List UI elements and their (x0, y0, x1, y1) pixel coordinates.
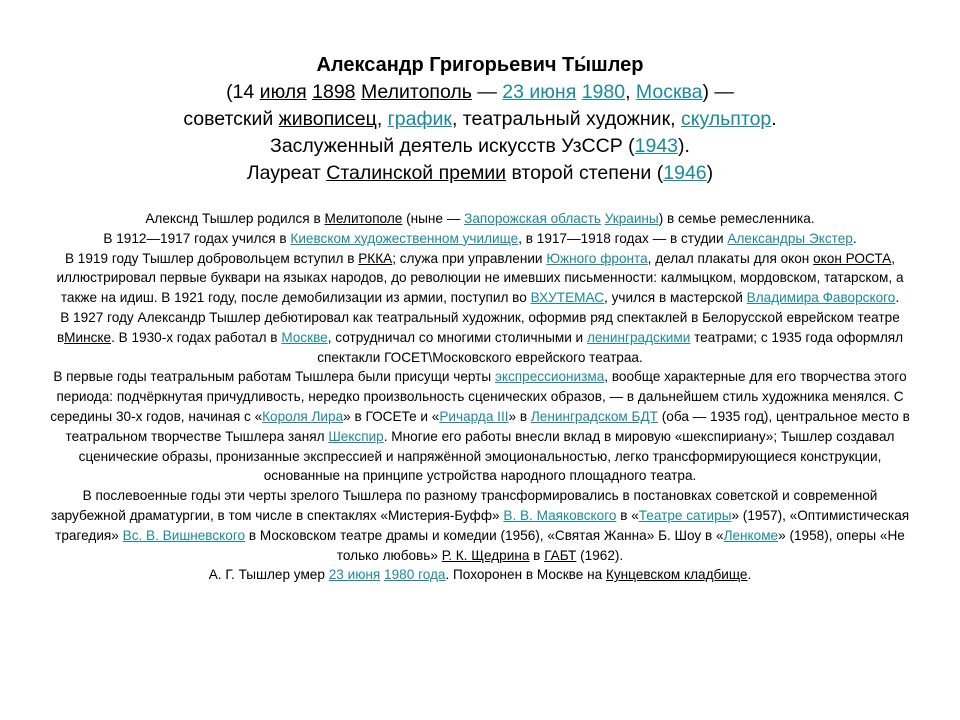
text: В 1912—1917 годах учился в (103, 230, 287, 246)
text: ; служа при управлении (392, 250, 543, 266)
text: В 1927 году Александр Тышлер дебютировал как театральный художник, оформив ряд спектаклей в Белорусской еврейском театре в (56, 309, 900, 345)
link-23-june-2[interactable]: 23 июня (328, 567, 381, 583)
link-satire-theatre[interactable]: Театре сатиры (638, 507, 732, 523)
text: В первые годы театральным работам Тышлера были присущи черты (53, 369, 492, 385)
link-southern-front[interactable]: Южного фронта (546, 250, 648, 266)
link-1946[interactable]: 1946 (663, 162, 707, 184)
bio-paragraph-1 (50, 209, 910, 229)
link-1980[interactable]: 1980 (581, 81, 626, 103)
link-kuntsevo-cemetery[interactable]: Кунцевском кладбище (605, 567, 748, 583)
link-moscow-2[interactable]: Москве (281, 329, 328, 345)
link-exter[interactable]: Александры Экстер (727, 230, 853, 246)
link-vhutemas[interactable]: ВХУТЕМАС (530, 290, 605, 306)
link-1943[interactable]: 1943 (634, 135, 679, 157)
text: (14 (226, 81, 255, 103)
text: , иллюстрировал первые буквари на языках народов, до революции не имевших письменности: калмыцком, мордовском, татарском, а также на идиш. В 1921 году, после демобилизации из армии, поступил во (56, 250, 904, 306)
text: . (771, 108, 777, 130)
link-favorsky[interactable]: Владимира Фаворского (746, 290, 896, 306)
text: В 1919 году Тышлер добровольцем вступил в (64, 250, 355, 266)
text: (ныне — (406, 211, 461, 226)
text: Заслуженный деятель искусств УзССР ( (270, 135, 635, 157)
text: ) в семье ремесленника. (658, 211, 815, 226)
text: Алекснд Тышлер родился в (145, 211, 321, 226)
header-prize-line (0, 160, 960, 187)
text: , сотрудничал со многими столичными и (327, 329, 584, 345)
text: ) (706, 162, 714, 184)
text: В послевоенные годы эти черты зрелого Тышлера по разному трансформировались в постановках советской и современной зарубежной драматургии, в том числе в спектаклях «Мистерия-Буфф» (50, 488, 878, 523)
link-rkka[interactable]: РККА (358, 250, 393, 266)
text: в Московском театре драмы и комедии (1956), «Святая Жанна» Б. Шоу в « (248, 527, 724, 543)
link-zaporozhye-oblast[interactable]: Запорожская область (464, 211, 601, 226)
text: А. Г. Тышлер умер (208, 567, 325, 583)
text: ). (678, 135, 690, 157)
text: . (895, 290, 900, 306)
link-leningrad[interactable]: ленинградскими (586, 329, 691, 345)
link-gabt[interactable]: ГАБТ (544, 547, 577, 563)
text: , театральный художник, (451, 108, 676, 130)
bio-paragraph-5 (50, 367, 910, 486)
text: » в (508, 408, 528, 424)
text: . Многие его работы внесли вклад в мировую «шекспириану»; Тышлер создавал сценические образы, пронизанные экспрессией и напряжённой эмоциональностью, легко трансформирующиеся конструкции, основанные на принципе устройства народного площадного театра. (78, 428, 895, 484)
link-23-june[interactable]: 23 июня (502, 81, 577, 103)
link-leningrad-bdt[interactable]: Ленинградском БДТ (530, 408, 658, 424)
link-expressionism[interactable]: экспрессионизма (494, 369, 605, 385)
text: в (533, 547, 541, 563)
link-1980-year[interactable]: 1980 года (384, 567, 446, 583)
link-king-lear[interactable]: Короля Лира (262, 408, 344, 424)
bio-paragraph-6 (50, 486, 910, 565)
header-occupation-line: советский живописец, график, театральный художник, скульптор. (183, 108, 777, 130)
link-rosta[interactable]: окон РОСТА (813, 250, 892, 266)
link-graphic[interactable]: график (387, 108, 452, 130)
text: , делал плакаты для окон (647, 250, 810, 266)
text: , вообще характерные для его творчества этого периода: подчёркнутая причудливость, нередко произвольность сценических образов, — в дальнейшем стиль художника менялся. С середины 30-х годов, начиная с « (50, 369, 907, 424)
link-moscow[interactable]: Москва (635, 81, 703, 103)
link-melitopol-2[interactable]: Мелитополе (324, 211, 403, 226)
link-vishnevsky[interactable]: Вс. В. Вишневского (122, 527, 246, 543)
link-stalin-prize[interactable]: Сталинской премии (326, 162, 507, 184)
bio-paragraph-2 (50, 229, 910, 249)
slide-header (0, 52, 960, 187)
link-1898[interactable]: 1898 (312, 81, 356, 103)
link-melitopol[interactable]: Мелитополь (360, 81, 472, 103)
link-july[interactable]: июля (259, 81, 307, 103)
bio-paragraph-7 (50, 565, 910, 585)
page-title: Александр Григорьевич Ты́шлер (316, 54, 644, 76)
link-ukraine[interactable]: Украины (604, 211, 659, 226)
text: . (747, 567, 752, 583)
text: » в ГОСЕТе и « (343, 408, 440, 424)
header-honor-line (0, 133, 960, 160)
bio-paragraph-3 (50, 249, 910, 308)
text: — (477, 81, 497, 103)
link-lenkom[interactable]: Ленкоме (723, 527, 779, 543)
biography-text (50, 209, 910, 585)
text: . В 1930-х годах работал в (111, 329, 278, 345)
text: советский (183, 108, 274, 130)
text: , в 1917—1918 годах — в студии (518, 230, 724, 246)
link-minsk[interactable]: Минске (64, 329, 112, 345)
text: Лауреат (246, 162, 321, 184)
text: . (852, 230, 857, 246)
text: (оба — 1935 год), центральное место в театральном творчестве Тышлера занял (65, 408, 910, 444)
text: второй степени ( (511, 162, 664, 184)
text: » (1958), оперы «Не только любовь» (336, 527, 905, 563)
link-mayakovsky[interactable]: В. В. Маяковского (503, 507, 617, 523)
text: . Похоронен в Москве на (445, 567, 603, 583)
header-dates-line: (14 июля 1898 Мелитополь — 23 июня 1980, Москва) — (226, 81, 734, 103)
bio-paragraph-4 (50, 308, 910, 367)
link-shchedrin[interactable]: Р. К. Щедрина (441, 547, 530, 563)
link-richard-iii[interactable]: Ричарда III (439, 408, 509, 424)
text: ) — (702, 81, 734, 103)
link-kiev-art-school[interactable]: Киевском художественном училище (290, 230, 519, 246)
text: театрами; с 1935 года оформлял спектакли ГОСЕТ\Московского еврейского театраа. (317, 329, 904, 365)
text: (1962). (580, 547, 624, 563)
text: » (1957), «Оптимистическая трагедия» (55, 507, 910, 543)
link-sculptor[interactable]: скульптор (680, 108, 772, 130)
link-painter[interactable]: живописец (278, 108, 377, 130)
link-shakespeare[interactable]: Шекспир (328, 428, 384, 444)
text: в « (620, 507, 639, 523)
text: , учился в мастерской (604, 290, 743, 306)
